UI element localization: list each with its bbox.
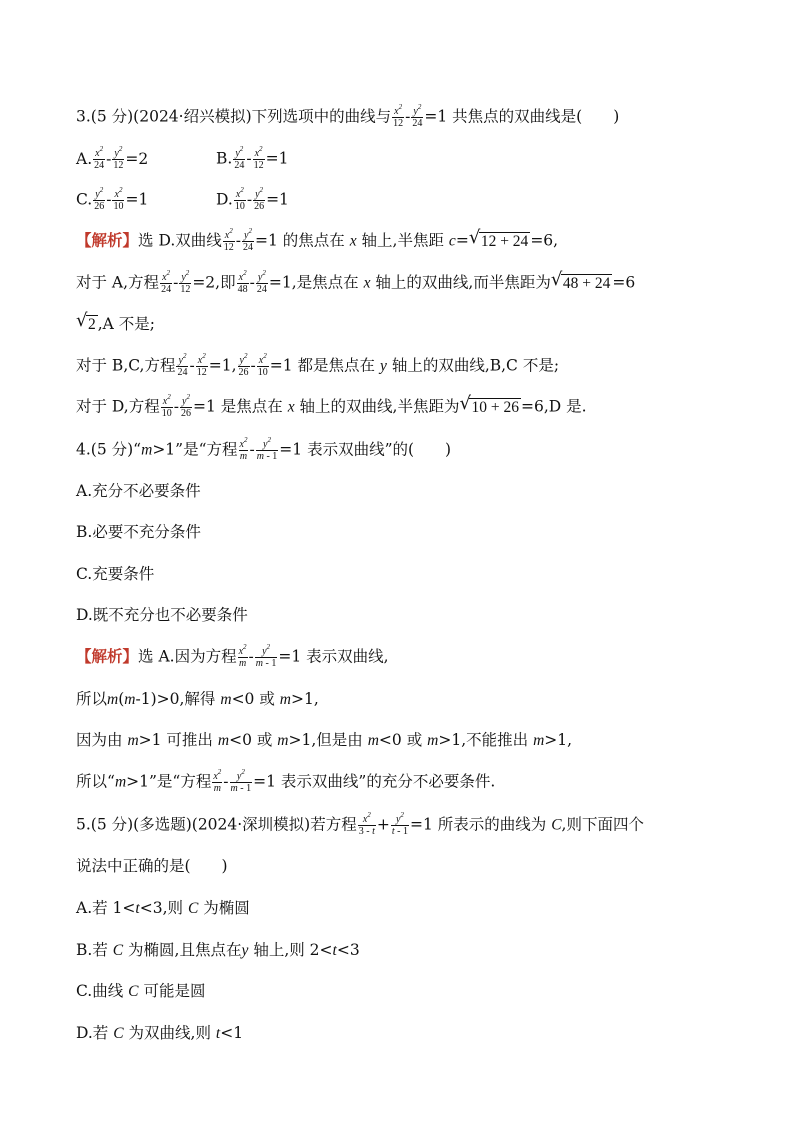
q3-solution-line-5: 对于 D,方程 $\frac{x^2}{10}$ - $\frac{y^2}{26}$ =1 是焦点在 x 轴上的双曲线,半焦距为√ 10 + 26 =6,D 是. — [76, 396, 587, 419]
q4-option-a[interactable]: A.充分不必要条件 — [76, 482, 201, 500]
fraction: $\frac{x^2}{12}$ — [393, 103, 404, 129]
q3-solution-line-1: 【解析】选 D.双曲线 $\frac{x^2}{12}$ - $\frac{y^2}{24}$ =1 的焦点在 x 轴上,半焦距 c=√ 12 + 24 =6, — [76, 230, 558, 253]
q3-option-b[interactable]: B. $\frac{y^2}{24}$ - $\frac{x^2}{12}$ =1 — [216, 145, 289, 171]
q3-option-c[interactable]: C. $\frac{y^2}{26}$ - $\frac{x^2}{10}$ =1 — [76, 186, 149, 212]
q3-solution-line-4: 对于 B,C,方程 $\frac{y^2}{24}$ - $\frac{x^2}{12}$ =1, $\frac{y^2}{26}$ - $\frac{x^2}{10}$ =1 都是焦点在 y 轴上的双曲线,B,C 不是; — [76, 352, 560, 378]
sqrt: √ 48 + 24 — [551, 273, 613, 294]
q5-option-d[interactable]: D.若 C 为双曲线,则 t<1 — [76, 1024, 244, 1042]
q4-solution-line-3: 因为由 m>1 可推出 m<0 或 m>1,但是由 m<0 或 m>1,不能推出 m>1, — [76, 731, 573, 749]
q5-option-a[interactable]: A.若 1<t<3,则 C 为椭圆 — [76, 899, 250, 917]
q5-stem-line-2: 说法中正确的是( ) — [76, 857, 228, 875]
sqrt: √ 10 + 26 — [459, 397, 521, 418]
q3-solution-line-3: √ 2 ,A 不是; — [76, 314, 155, 335]
sqrt: √ 2 — [76, 314, 98, 335]
q4-option-c[interactable]: C.充要条件 — [76, 565, 155, 583]
q4-solution-line-1: 【解析】选 A.因为方程 $\frac{x^2}{m}$ - $\frac{y^2}{m - 1}$ =1 表示双曲线, — [76, 643, 389, 669]
sqrt: √ 12 + 24 — [469, 231, 531, 252]
q3-solution-line-2: 对于 A,方程 $\frac{x^2}{24}$ - $\frac{y^2}{12}$ =2,即 $\frac{x^2}{48}$ - $\frac{y^2}{24}$ =1,是焦点在 x 轴上的双曲线,而半焦距为√ 48 + 24 =6 — [76, 272, 635, 295]
q4-option-b[interactable]: B.必要不充分条件 — [76, 523, 201, 541]
solution-tag: 【解析】 — [76, 646, 139, 666]
q4-solution-line-4: 所以“m>1”是“方程 $\frac{x^2}{m}$ - $\frac{y^2}{m - 1}$ =1 表示双曲线”的充分不必要条件. — [76, 768, 496, 794]
fraction: $\frac{y^2}{24}$ — [412, 103, 423, 129]
q3-option-d[interactable]: D. $\frac{x^2}{10}$ - $\frac{y^2}{26}$ =1 — [216, 186, 289, 212]
q4-stem: 4.(5 分)“m>1”是“方程 $\frac{x^2}{m}$ - $\frac{y^2}{m - 1}$ =1 表示双曲线”的( ) — [76, 436, 452, 462]
q5-option-b[interactable]: B.若 C 为椭圆,且焦点在y 轴上,则 2<t<3 — [76, 941, 360, 959]
q5-option-c[interactable]: C.曲线 C 可能是圆 — [76, 982, 206, 1000]
q4-option-d[interactable]: D.既不充分也不必要条件 — [76, 606, 248, 624]
solution-tag: 【解析】 — [76, 230, 139, 250]
q3-options-row-1 — [76, 145, 149, 171]
q3-option-a[interactable]: A. $\frac{x^2}{24}$ - $\frac{y^2}{12}$ =2 — [76, 145, 149, 171]
q3-stem: 3.(5 分)(2024·绍兴模拟)下列选项中的曲线与 $\frac{x^2}{12}$ - $\frac{y^2}{24}$ =1 共焦点的双曲线是( ) — [76, 103, 620, 129]
q5-stem: 5.(5 分)(多选题)(2024·深圳模拟)若方程 $\frac{x^2}{3 - t}$ + $\frac{y^2}{t - 1}$ =1 所表示的曲线为 C,则下面四个 — [76, 811, 644, 837]
q4-solution-line-2: 所以m(m-1)>0,解得 m<0 或 m>1, — [76, 690, 319, 708]
